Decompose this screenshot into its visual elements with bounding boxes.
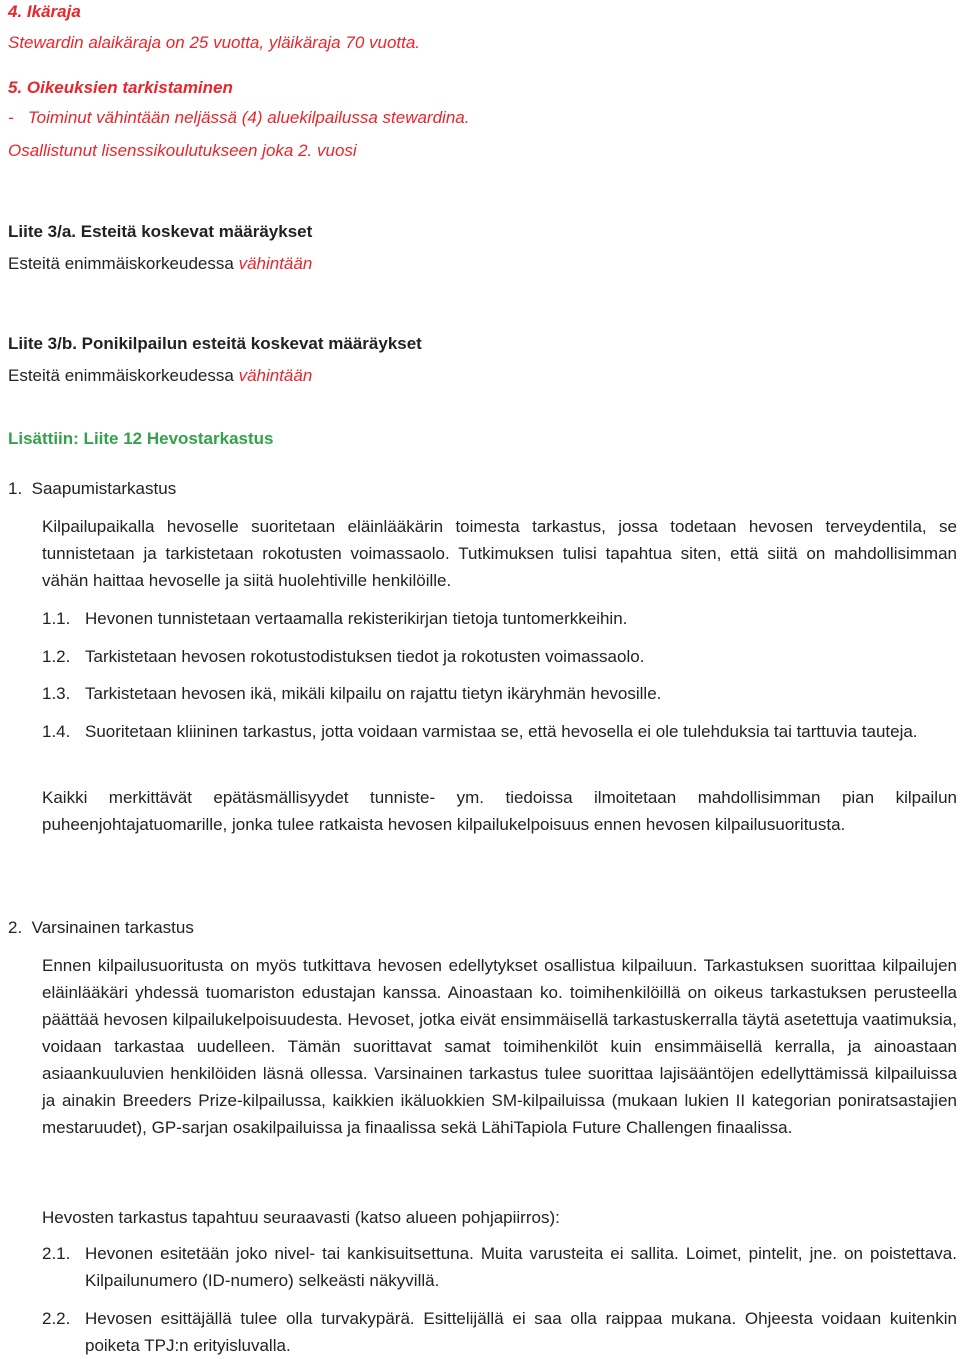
item-text: Hevonen esitetään joko nivel- tai kankisuitsettuna. Muita varusteita ei sallita. Loimet, pintelit, jne. on poistettava. Kilpailunumero (ID-numero) selkeästi näkyvillä. bbox=[85, 1244, 957, 1290]
item-text: Suoritetaan kliininen tarkastus, jotta voidaan varmistaa se, että hevosella ei ole tulehduksia tai tarttuvia tauteja. bbox=[85, 722, 918, 741]
liite-3a-text bbox=[8, 250, 312, 277]
section-5-heading: 5. Oikeuksien tarkistaminen bbox=[8, 78, 233, 97]
section-2-paragraph: Ennen kilpailusuoritusta on myös tutkittava hevosen edellytykset osallistua kilpailuun. Tarkastuksen suorittaa kilpailujen eläinlääkäri yhdessä tuomariston edustajan kanssa. Ainoastaan ko. toimihenkilöillä on oikeus tarkastuksen perusteella päättää hevosen kilpailukelpoisuudesta. Hevoset, jotka eivät ensimmäisellä tarkastuskerralla täytä asetettuja vaatimuksia, voidaan tarkastaa uudelleen. Tämän suorittavat samat toimihenkilöt kuin ensimmäisellä kerralla, ja ainoastaan asiaankuuluvien henkilöiden läsnä ollessa. Varsinainen tarkastus tulee suorittaa lajisääntöjen edellyttämissä kilpailuissa ja ainakin Breeders Prize-kilpailussa, kaikkien ikäluokkien SM-kilpailuissa (mukaan lukien II kategorian poniratsastajien mestaruudet), GP-sarjan osakilpailuissa ja finaalissa sekä LähiTapiola Future Challengen finaalissa. bbox=[42, 956, 957, 1137]
section-5-line-1: - Toiminut vähintään neljässä (4) aluekilpailussa stewardina. bbox=[8, 108, 470, 127]
liite-3b-highlight: vähintään bbox=[238, 366, 313, 385]
section-2-heading: 2. Varsinainen tarkastus bbox=[8, 918, 194, 937]
liite-3b-text bbox=[8, 362, 312, 389]
item-text: Hevonen tunnistetaan vertaamalla rekisterikirjan tietoja tuntomerkkeihin. bbox=[85, 609, 628, 628]
section-4-text: Stewardin alaikäraja on 25 vuotta, yläikäraja 70 vuotta. bbox=[8, 33, 421, 52]
item-text: Tarkistetaan hevosen rokotustodistuksen tiedot ja rokotusten voimassaolo. bbox=[85, 647, 645, 666]
liite-3a-body: Esteitä enimmäiskorkeudessa bbox=[8, 254, 234, 273]
liite-3b-title: Liite 3/b. Ponikilpailun esteitä koskevat määräykset bbox=[8, 334, 422, 353]
section-1-paragraph: Kilpailupaikalla hevoselle suoritetaan eläinlääkärin toimesta tarkastus, jossa todetaan hevosen terveydentila, se tunnistetaan ja tarkistetaan rokotusten voimassaolo. Tutkimuksen tulisi tapahtua siten, että siitä on mahdollisimman vähän haittaa hevoselle ja siitä huolehtiville henkilöille. bbox=[42, 517, 957, 590]
section-5-line-2: Osallistunut lisenssikoulutukseen joka 2. vuosi bbox=[8, 141, 357, 160]
item-number: 1.3. bbox=[42, 684, 71, 703]
section-4-heading: 4. Ikäraja bbox=[8, 2, 81, 21]
added-heading: Lisättiin: Liite 12 Hevostarkastus bbox=[8, 429, 274, 448]
item-text: Hevosen esittäjällä tulee olla turvakypärä. Esittelijällä ei saa olla raippaa mukana. Ohjeesta voidaan kuitenkin poiketa TPJ:n erityisluvalla. bbox=[85, 1309, 957, 1355]
item-number: 1.2. bbox=[42, 647, 71, 666]
liite-3b-body: Esteitä enimmäiskorkeudessa bbox=[8, 366, 234, 385]
liite-3a-highlight: vähintään bbox=[238, 254, 313, 273]
section-1-closing: Kaikki merkittävät epätäsmällisyydet tunniste- ym. tiedoissa ilmoitetaan mahdollisimman pian kilpailun puheenjohtajatuomarille, jonka tulee ratkaista hevosen kilpailukelpoisuus ennen hevosen kilpailusuoritusta. bbox=[42, 788, 957, 834]
section-2-intro: Hevosten tarkastus tapahtuu seuraavasti (katso alueen pohjapiirros): bbox=[42, 1208, 560, 1227]
item-number: 2.2. bbox=[42, 1309, 71, 1328]
item-number: 1.1. bbox=[42, 609, 71, 628]
item-number: 2.1. bbox=[42, 1244, 71, 1263]
item-text: Tarkistetaan hevosen ikä, mikäli kilpailu on rajattu tietyn ikäryhmän hevosille. bbox=[85, 684, 662, 703]
item-number: 1.4. bbox=[42, 722, 71, 741]
section-1-heading: 1. Saapumistarkastus bbox=[8, 479, 177, 498]
liite-3a-title: Liite 3/a. Esteitä koskevat määräykset bbox=[8, 222, 313, 241]
